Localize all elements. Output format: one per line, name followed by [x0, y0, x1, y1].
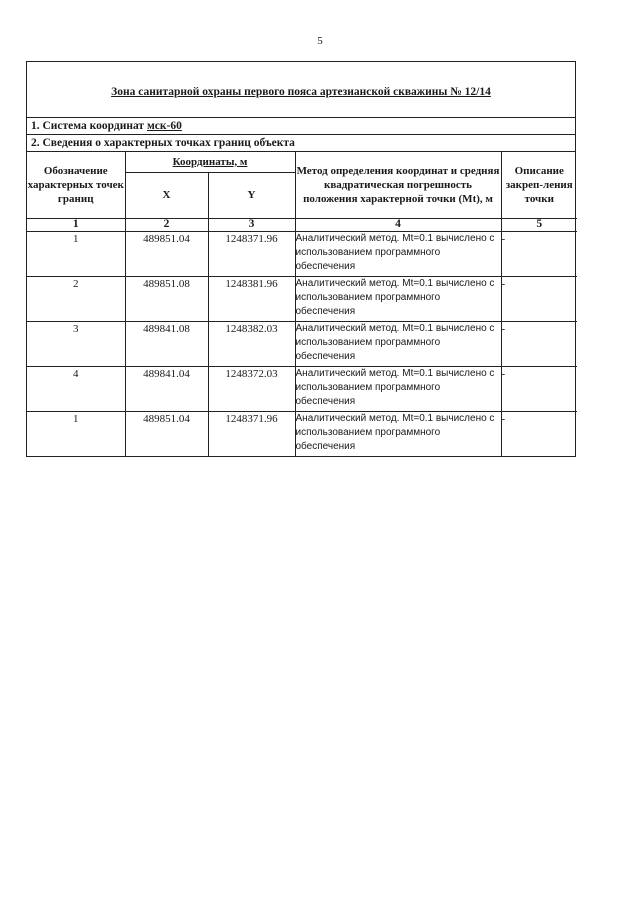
coord-y: 1248371.96 — [208, 231, 295, 276]
coord-x: 489841.08 — [125, 321, 208, 366]
points-section-title: 2. Сведения о характерных точках границ объекта — [27, 135, 575, 152]
column-number: 4 — [295, 218, 501, 231]
coord-y: 1248382.03 — [208, 321, 295, 366]
point-id: 4 — [27, 366, 125, 411]
document-title: Зона санитарной охраны первого пояса артезианской скважины № 12/14 — [111, 86, 491, 98]
column-number: 2 — [125, 218, 208, 231]
method-text: Аналитический метод. Mt=0.1 вычислено с использованием программного обеспечения — [295, 411, 501, 456]
method-text: Аналитический метод. Mt=0.1 вычислено с использованием программного обеспечения — [295, 321, 501, 366]
table-row — [27, 366, 577, 411]
header-x: X — [125, 172, 208, 218]
points-table — [27, 152, 577, 456]
coordinate-system-value: мск-60 — [146, 120, 182, 132]
header-y: Y — [208, 172, 295, 218]
table-row — [27, 321, 577, 366]
column-number: 3 — [208, 218, 295, 231]
point-description: - — [501, 276, 577, 321]
document-frame — [26, 61, 576, 457]
point-description: - — [501, 411, 577, 456]
method-text: Аналитический метод. Mt=0.1 вычислено с использованием программного обеспечения — [295, 366, 501, 411]
page-number: 5 — [317, 35, 323, 47]
method-text: Аналитический метод. Mt=0.1 вычислено с использованием программного обеспечения — [295, 276, 501, 321]
table-row — [27, 411, 577, 456]
header-description: Описание закреп-ления точки — [501, 152, 577, 218]
header-designation: Обозначение характерных точек границ — [27, 152, 125, 218]
coord-y: 1248372.03 — [208, 366, 295, 411]
point-id: 2 — [27, 276, 125, 321]
column-number: 1 — [27, 218, 125, 231]
header-coordinates: Координаты, м — [125, 152, 295, 172]
column-number: 5 — [501, 218, 577, 231]
coord-x: 489851.04 — [125, 231, 208, 276]
coord-y: 1248371.96 — [208, 411, 295, 456]
point-description: - — [501, 231, 577, 276]
point-id: 1 — [27, 231, 125, 276]
title-block — [27, 62, 575, 118]
header-method: Метод определения координат и средняя квадратическая погрешность положения характерной точки (Mt), м — [295, 152, 501, 218]
coordinate-system-section — [27, 118, 575, 135]
point-description: - — [501, 321, 577, 366]
coord-x: 489851.04 — [125, 411, 208, 456]
point-id: 3 — [27, 321, 125, 366]
coord-y: 1248381.96 — [208, 276, 295, 321]
method-text: Аналитический метод. Mt=0.1 вычислено с использованием программного обеспечения — [295, 231, 501, 276]
table-row — [27, 231, 577, 276]
point-description: - — [501, 366, 577, 411]
coord-x: 489841.04 — [125, 366, 208, 411]
point-id: 1 — [27, 411, 125, 456]
table-row — [27, 276, 577, 321]
coordinate-system-label: 1. Система координат — [31, 120, 147, 132]
coord-x: 489851.08 — [125, 276, 208, 321]
